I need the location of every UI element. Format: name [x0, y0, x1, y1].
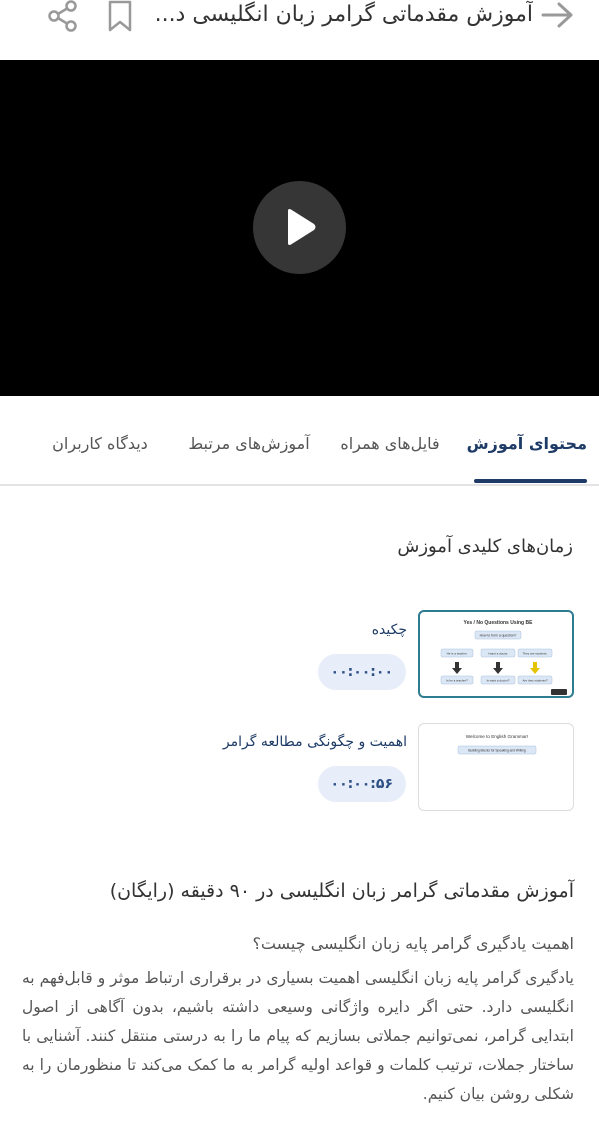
thumb-answer-1: Is he a teacher? [446, 678, 468, 683]
tab-comments[interactable]: دیدگاه کاربران [52, 434, 148, 453]
chapter-item[interactable] [0, 722, 599, 812]
arrow-right-icon[interactable] [537, 0, 577, 34]
thumb-box-text: Building Blocks for Speaking and Writing [468, 748, 526, 753]
share-icon[interactable] [46, 0, 80, 34]
page-title: آموزش مقدماتی گرامر زبان انگلیسی د... [154, 2, 533, 27]
chapter-title[interactable]: اهمیت و چگونگی مطالعه گرامر [222, 734, 407, 750]
chapter-time[interactable]: ۰۰:۰۰:۰۰ [318, 654, 406, 690]
chapter-time[interactable]: ۰۰:۰۰:۵۶ [318, 766, 406, 802]
tabs-bar [0, 396, 599, 486]
section-title: زمان‌های کلیدی آموزش [397, 536, 573, 557]
tab-related[interactable]: آموزش‌های مرتبط [188, 434, 310, 453]
thumb-box-text: How to form a question? [479, 633, 517, 638]
tab-files[interactable]: فایل‌های همراه [340, 434, 440, 453]
thumb-col-3: They are students. [522, 651, 548, 656]
thumb-heading: Welcome to English Grammar! [465, 734, 529, 739]
article-body: یادگیری گرامر پایه زبان انگلیسی اهمیت بسیاری در برقراری ارتباط موثر و قابل‌فهم به انگلیسی دارد. حتی اگر دایره واژگانی وسیعی داشته باشیم، بدون آگاهی از اصول ابتدایی گرامر، نمی‌توانیم جملاتی بسازیم که پیام ما را به درستی منتقل کنند. آشنایی با ساختار جملات، ترتیب کلمات و قواعد اولیه گرامر به ما کمک می‌کند تا منظورمان را به شکلی روشن بیان کنیم. [22, 969, 574, 1103]
article-heading: اهمیت یادگیری گرامر پایه زبان انگلیسی چیست؟ [252, 934, 574, 953]
chapter-thumbnail[interactable] [418, 723, 574, 811]
top-bar [0, 0, 599, 60]
thumb-col-2: I want a doctor. [487, 651, 509, 656]
thumb-answer-2: Is want a doctor? [486, 678, 510, 683]
play-button[interactable] [253, 181, 346, 274]
thumb-col-1: He is a teacher. [446, 651, 468, 656]
chapter-title[interactable]: چکیده [371, 622, 407, 638]
tab-content[interactable]: محتوای آموزش [466, 434, 587, 453]
thumb-heading: Yes / No Questions Using BE [463, 620, 533, 626]
thumb-answer-3: Are they students? [522, 678, 548, 683]
chapter-item[interactable] [0, 610, 599, 700]
bookmark-icon[interactable] [104, 0, 136, 34]
article-title: آموزش مقدماتی گرامر زبان انگلیسی در ۹۰ دقیقه (رایگان) [109, 880, 574, 902]
play-icon [284, 208, 318, 246]
chapter-thumbnail[interactable] [418, 610, 574, 698]
video-player[interactable] [0, 60, 599, 396]
active-tab-indicator [474, 479, 587, 483]
